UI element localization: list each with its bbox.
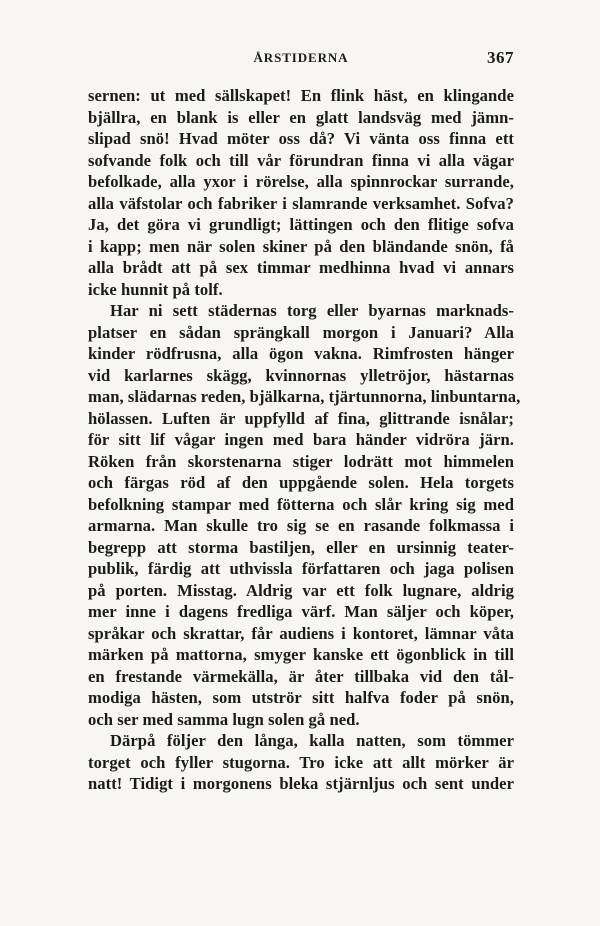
- text-line: språkar och skrattar, får audiens i kontoret, lämnar våta: [88, 623, 514, 643]
- paragraph-start-line: Därpå följer den långa, kalla natten, som tömmer: [110, 731, 514, 750]
- text-line: Röken från skorstenarna stiger lodrätt mot himmelen: [88, 451, 514, 471]
- text-line: alla brådt att på sex timmar medhinna hvad vi annars: [88, 258, 514, 277]
- text-line: publik, färdig att uthvissla författaren och jaga polisen: [88, 559, 514, 578]
- text-line: för sitt lif vågar ingen med bara händer vidröra järn.: [88, 430, 514, 449]
- text-line: sofvande folk och till vår förundran finna vi alla vägar: [88, 150, 514, 170]
- text-line: vid karlarnes skägg, kvinnornas ylletröjor, hästarnas: [88, 365, 514, 385]
- text-line: Ja, det göra vi grundligt; lättingen och den flitige sofva: [88, 215, 514, 234]
- text-line: och färgas röd af den uppgående solen. Hela torgets: [88, 473, 514, 492]
- text-line: begrepp att storma bastiljen, eller en ursinnig teater-: [88, 537, 514, 557]
- text-line: befolkning stampar med fötterna och slår kring sig med: [88, 494, 514, 514]
- text-line: en frestande värmekälla, är åter tillbaka vid den tål-: [88, 666, 514, 686]
- text-line: man, slädarnas reden, bjälkarna, tjärtunnorna, linbuntarna,: [88, 387, 521, 406]
- text-line: natt! Tidigt i morgonens bleka stjärnljus och sent under: [88, 774, 514, 793]
- text-line: bjällra, en blank is eller en glatt landsväg med jämn-: [88, 107, 514, 127]
- text-line: hölassen. Luften är uppfylld af fina, glittrande isnålar;: [88, 408, 514, 428]
- page-header: [88, 50, 514, 70]
- text-line: i kapp; men när solen skiner på den bländande snön, få: [88, 236, 514, 256]
- text-line: platser en sådan sprängkall morgon i Januari? Alla: [88, 322, 514, 342]
- text-line: torget och fyller stugorna. Tro icke att allt mörker är: [88, 752, 514, 772]
- text-line: modiga hästen, som utströr sitt halfva foder på snön,: [88, 688, 514, 707]
- page-number: 367: [487, 48, 514, 67]
- body-text: [88, 85, 521, 795]
- paragraph-start-line: Har ni sett städernas torg eller byarnas marknads-: [110, 301, 514, 320]
- text-line: på porten. Misstag. Aldrig var ett folk lugnare, aldrig: [88, 580, 514, 600]
- text-line: slipad snö! Hvad möter oss då? Vi vänta oss finna ett: [88, 129, 514, 148]
- text-line: kinder rödfrusna, alla ögon vakna. Rimfrosten hänger: [88, 344, 514, 363]
- text-line: och ser med samma lugn solen gå ned.: [88, 709, 360, 729]
- text-line: märken på mattorna, smyger kanske ett ögonblick in till: [88, 645, 514, 664]
- text-line: icke hunnit på tolf.: [88, 279, 223, 299]
- text-line: befolkade, alla yxor i rörelse, alla spinnrockar surrande,: [88, 172, 514, 191]
- running-title: ÅRSTIDERNA: [253, 50, 349, 65]
- text-line: sernen: ut med sällskapet! En flink häst, en klingande: [88, 86, 514, 105]
- text-line: mer inne i dagens fredliga värf. Man säljer och köper,: [88, 602, 514, 621]
- text-line: alla väfstolar och fabriker i slamrande verksamhet. Sofva?: [88, 193, 514, 213]
- text-line: armarna. Man skulle tro sig se en rasande folkmassa i: [88, 516, 514, 535]
